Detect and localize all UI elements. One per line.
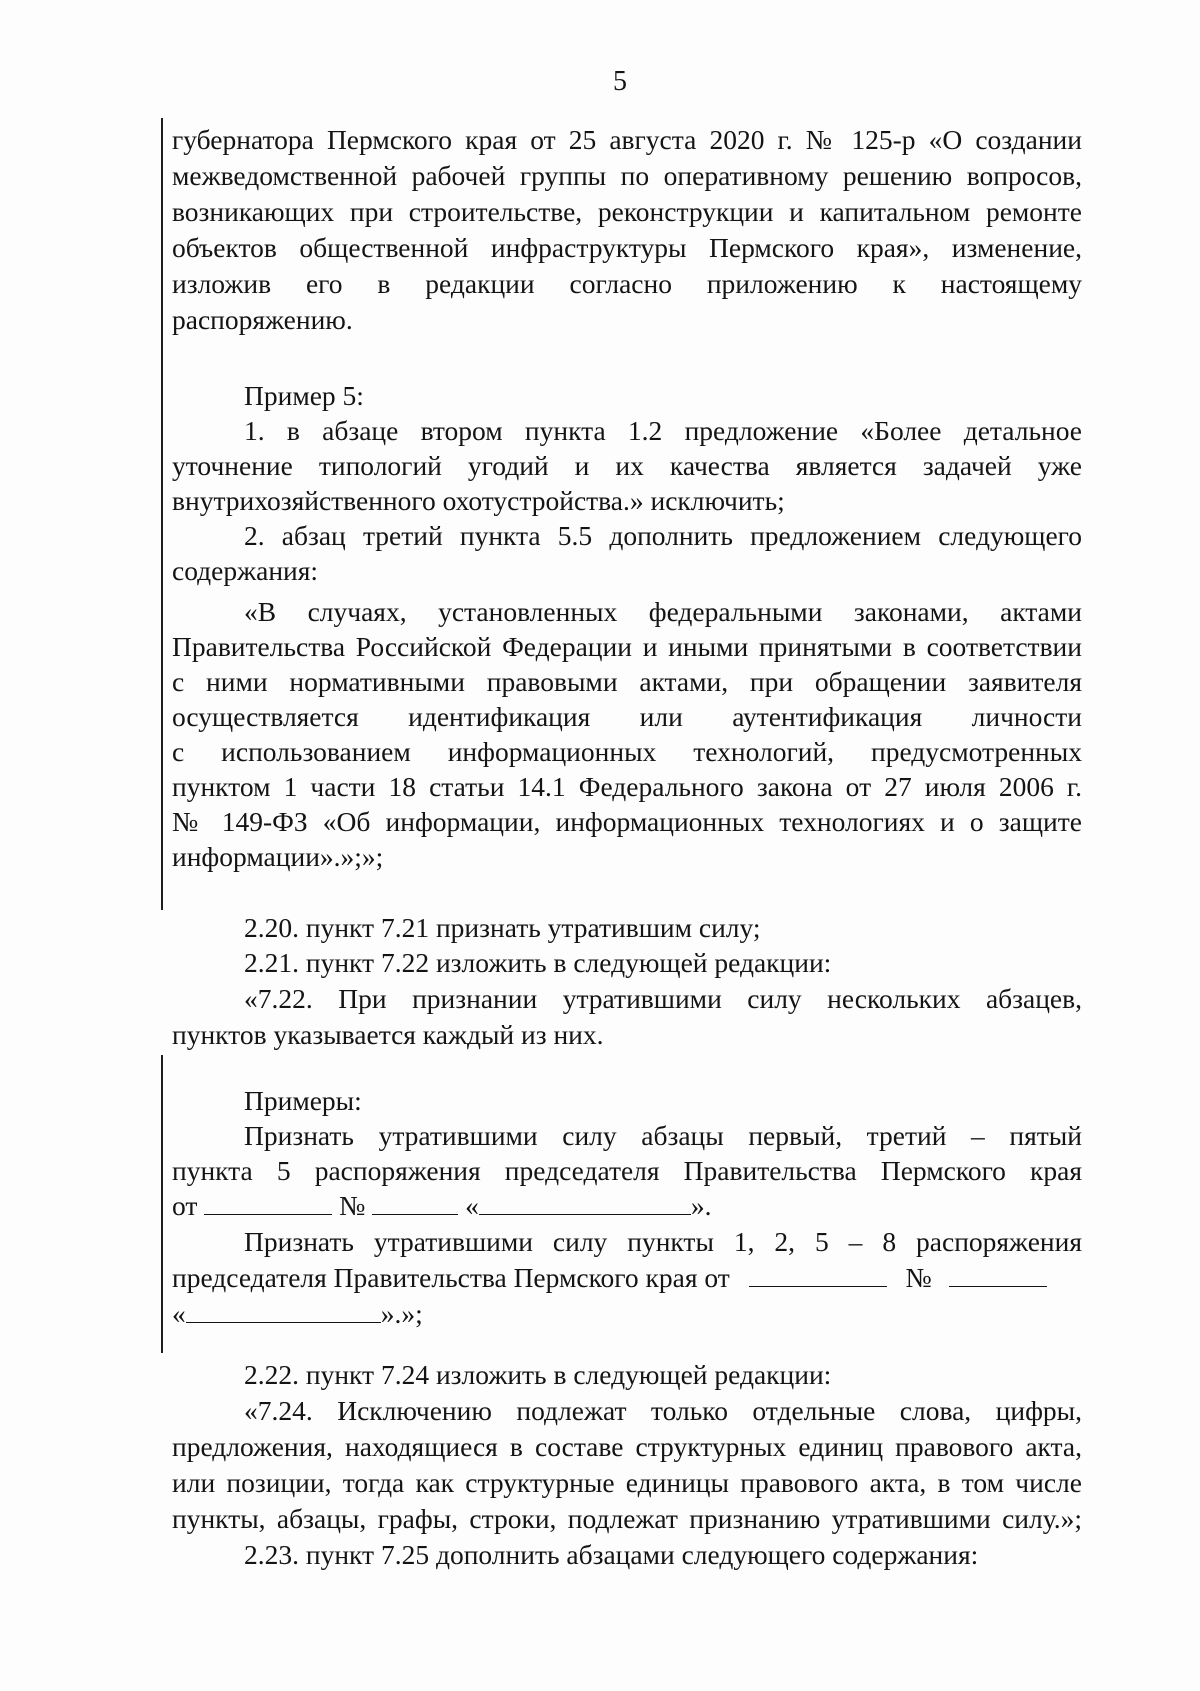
number-blank — [372, 1190, 458, 1215]
text-line: пункты, абзацы, графы, строки, подлежат признанию утратившими силу.»; — [172, 1503, 1082, 1534]
example-heading: Пример 5: — [244, 380, 364, 411]
open-quote: « — [172, 1298, 186, 1329]
close-quote: ».»; — [380, 1298, 423, 1329]
example-heading: Примеры: — [244, 1085, 362, 1116]
text-line: Правительства Российской Федерации и иными принятыми в соответствии — [172, 631, 1082, 662]
margin-change-bar — [161, 1055, 163, 1353]
text-line: Признать утратившими силу абзацы первый, третий – пятый — [244, 1120, 1082, 1151]
number-sign: № — [905, 1262, 932, 1293]
text-line: изложив его в редакции согласно приложению к настоящему — [172, 268, 1082, 299]
from-label: от — [172, 1190, 198, 1221]
form-text: председателя Правительства Пермского края от — [172, 1262, 730, 1293]
text-line: Признать утратившими силу пункты 1, 2, 5 – 8 распоряжения — [244, 1226, 1082, 1257]
form-line — [172, 1296, 1082, 1332]
number-sign: № — [339, 1190, 366, 1221]
title-blank — [479, 1190, 691, 1215]
title-blank — [186, 1298, 381, 1323]
text-line: с ними нормативными правовыми актами, при обращении заявителя — [172, 666, 1082, 697]
text-line: или позиции, тогда как структурные единицы правового акта, в том числе — [172, 1467, 1082, 1498]
form-line — [172, 1260, 1082, 1296]
text-line: возникающих при строительстве, реконструкции и капитальном ремонте — [172, 196, 1082, 227]
text-line: осуществляется идентификация или аутентификация личности — [172, 701, 1082, 732]
text-line: губернатора Пермского края от 25 августа 2020 г. № 125-р «О создании — [172, 124, 1082, 155]
text-line: «7.24. Исключению подлежат только отдельные слова, цифры, — [244, 1395, 1082, 1426]
text-line: внутрихозяйственного охотустройства.» исключить; — [172, 485, 785, 516]
number-blank — [949, 1262, 1047, 1287]
text-line: 2. абзац третий пункта 5.5 дополнить предложением следующего — [244, 520, 1082, 551]
date-blank — [204, 1190, 332, 1215]
text-line: «В случаях, установленных федеральными законами, актами — [244, 596, 1082, 627]
text-line: «7.22. При признании утратившими силу нескольких абзацев, — [244, 983, 1082, 1014]
text-line: пунктов указывается каждый из них. — [172, 1019, 604, 1050]
date-blank — [749, 1262, 887, 1287]
text-line: объектов общественной инфраструктуры Пермского края», изменение, — [172, 232, 1082, 263]
text-line: пунктом 1 части 18 статьи 14.1 Федерального закона от 27 июля 2006 г. — [172, 771, 1082, 802]
open-quote: « — [465, 1190, 479, 1221]
text-line: межведомственной рабочей группы по оперативному решению вопросов, — [172, 160, 1082, 191]
text-line: предложения, находящиеся в составе структурных единиц правового акта, — [172, 1431, 1082, 1462]
text-line: распоряжению. — [172, 304, 353, 335]
list-item: 2.22. пункт 7.24 изложить в следующей редакции: — [244, 1359, 832, 1390]
text-line: содержания: — [172, 555, 319, 586]
list-item: 2.20. пункт 7.21 признать утратившим силу; — [244, 912, 761, 943]
form-line — [172, 1188, 1082, 1224]
text-line: с использованием информационных технологий, предусмотренных — [172, 736, 1082, 767]
page-number: 5 — [613, 66, 627, 97]
list-item: 2.23. пункт 7.25 дополнить абзацами следующего содержания: — [244, 1539, 979, 1570]
margin-change-bar — [161, 118, 163, 910]
text-line: № 149-ФЗ «Об информации, информационных технологиях и о защите — [172, 806, 1082, 837]
text-line: уточнение типологий угодий и их качества является задачей уже — [172, 450, 1082, 481]
text-line: пункта 5 распоряжения председателя Правительства Пермского края — [172, 1155, 1082, 1186]
close-quote: ». — [690, 1190, 712, 1221]
list-item: 2.21. пункт 7.22 изложить в следующей редакции: — [244, 947, 832, 978]
text-line: информации».»;»; — [172, 841, 384, 872]
text-line: 1. в абзаце втором пункта 1.2 предложение «Более детальное — [244, 415, 1082, 446]
